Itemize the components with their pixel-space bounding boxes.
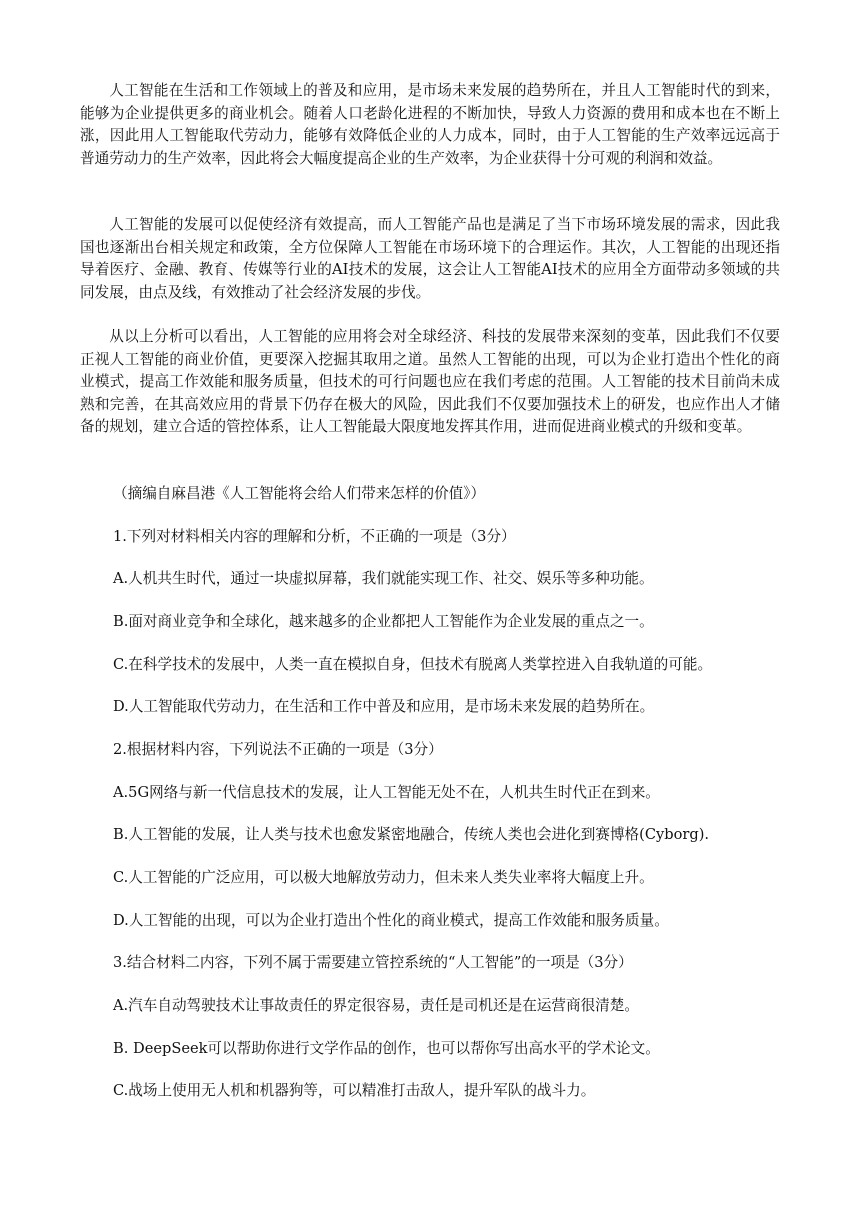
question-3-stem: 3.结合材料二内容，下列不属于需要建立管控系统的“人工智能”的一项是（3分） xyxy=(113,954,633,971)
question-2-option-b: B.人工智能的发展，让人类与技术也愈发紧密地融合，传统人类也会进化到赛博格(Cyborg). xyxy=(113,826,710,843)
question-1-stem: 1.下列对材料相关内容的理解和分析，不正确的一项是（3分） xyxy=(113,528,516,545)
question-1-option-b: B.面对商业竞争和全球化，越来越多的企业都把人工智能作为企业发展的重点之一。 xyxy=(113,613,654,630)
question-2-option-a: A.5G网络与新一代信息技术的发展，让人工智能无处不在，人机共生时代正在到来。 xyxy=(113,784,660,801)
question-3-option-c: C.战场上使用无人机和机器狗等，可以精准打击敌人，提升军队的战斗力。 xyxy=(113,1082,596,1099)
source-citation: （摘编自麻昌港《人工智能将会给人们带来怎样的价值》） xyxy=(113,485,486,502)
question-1-option-d: D.人工智能取代劳动力，在生活和工作中普及和应用，是市场未来发展的趋势所在。 xyxy=(113,698,655,715)
paragraph-3: 从以上分析可以看出，人工智能的应用将会对全球经济、科技的发展带来深刻的变革，因此我们不仅要正视人工智能的商业价值，更要深入挖掘其取用之道。虽然人工智能的出现，可以为企业打造出个性化的商业模式，提高工作效能和服务质量，但技术的可行问题也应在我们考虑的范围。人工智能的技术目前尚未成熟和完善，在其高效应用的背景下仍存在极大的风险，因此我们不仅要加强技术上的研发，也应作出人才储备的规划，建立合适的管控体系，让人工智能最大限度地发挥其作用，进而促进商业模式的升级和变革。 xyxy=(80,328,780,436)
question-2-stem: 2.根据材料内容，下列说法不正确的一项是（3分） xyxy=(113,741,443,758)
paragraph-2: 人工智能的发展可以促使经济有效提高，而人工智能产品也是满足了当下市场环境发展的需求，因此我国也逐渐出台相关规定和政策，全方位保障人工智能在市场环境下的合理运作。其次，人工智能的出现还指导着医疗、金融、教育、传媒等行业的AI技术的发展，这会让人工智能AI技术的应用全方面带动多领域的共同发展，由点及线，有效推动了社会经济发展的步伐。 xyxy=(80,216,780,301)
question-1-option-a: A.人机共生时代，通过一块虚拟屏幕，我们就能实现工作、社交、娱乐等多种功能。 xyxy=(113,570,654,587)
question-3-option-b: B. DeepSeek可以帮助你进行文学作品的创作，也可以帮你写出高水平的学术论文。 xyxy=(113,1040,660,1057)
question-2-option-d: D.人工智能的出现，可以为企业打造出个性化的商业模式，提高工作效能和服务质量。 xyxy=(113,912,669,929)
paragraph-1: 人工智能在生活和工作领域上的普及和应用，是市场未来发展的趋势所在，并且人工智能时代的到来，能够为企业提供更多的商业机会。随着人口老龄化进程的不断加快，导致人力资源的费用和成本也在不断上涨，因此用人工智能取代劳动力，能够有效降低企业的人力成本，同时，由于人工智能的生产效率远远高于普通劳动力的生产效率，因此将会大幅度提高企业的生产效率，为企业获得十分可观的利润和效益。 xyxy=(80,82,780,167)
question-2-option-c: C.人工智能的广泛应用，可以极大地解放劳动力，但未来人类失业率将大幅度上升。 xyxy=(113,869,654,886)
question-1-option-c: C.在科学技术的发展中，人类一直在模拟自身，但技术有脱离人类掌控进入自我轨道的可能。 xyxy=(113,656,713,673)
question-3-option-a: A.汽车自动驾驶技术让事故责任的界定很容易，责任是司机还是在运营商很清楚。 xyxy=(113,997,639,1014)
